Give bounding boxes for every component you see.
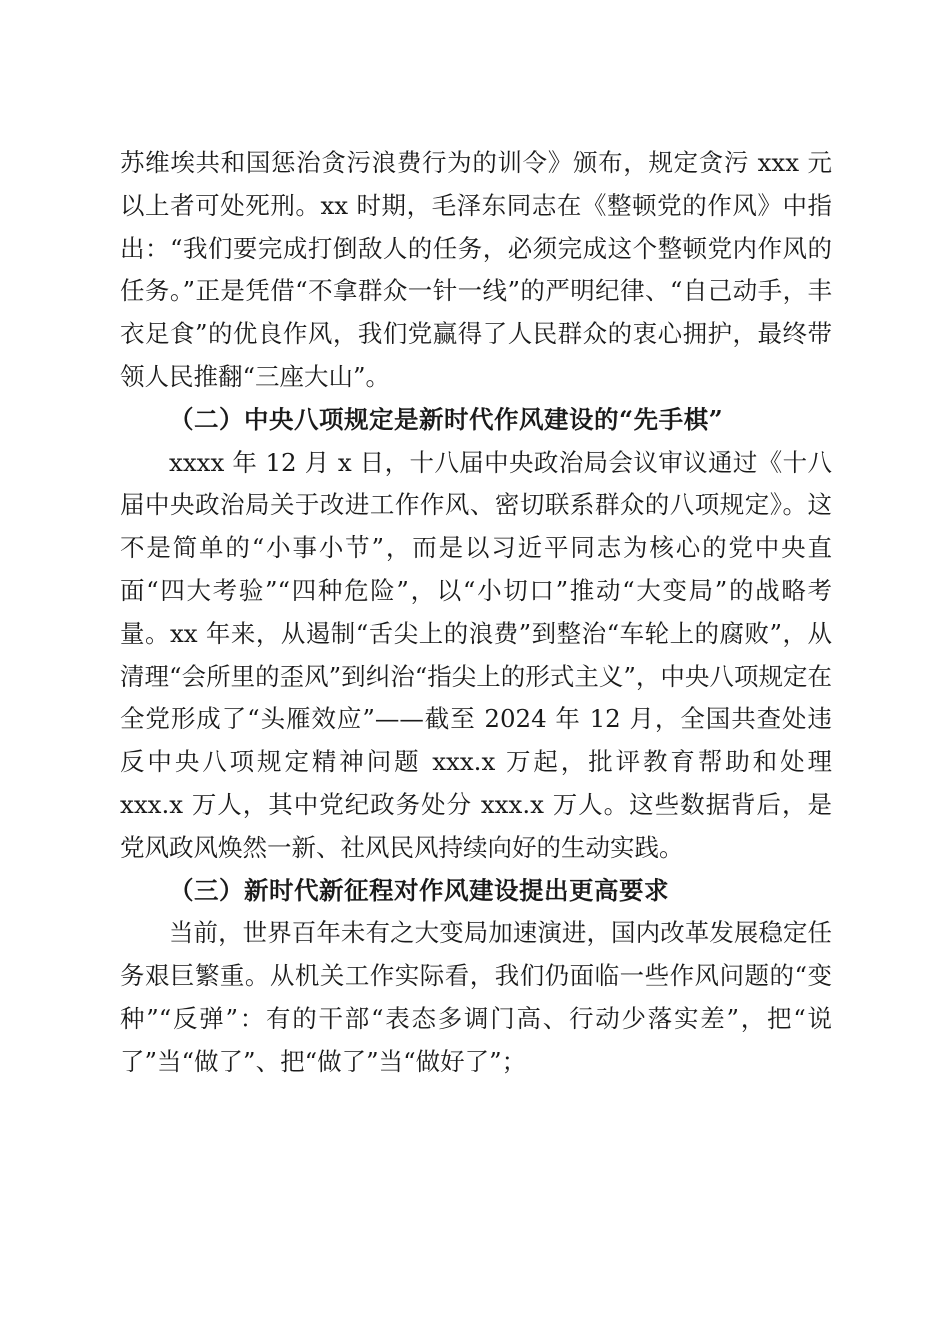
section-heading-3: （三）新时代新征程对作风建设提出更高要求 <box>169 875 669 905</box>
section-heading-2: （二）中央八项规定是新时代作风建设的“先手棋” <box>169 404 724 434</box>
paragraph-new-era: 当前，世界百年未有之大变局加速演进，国内改革发展稳定任务艰巨繁重。从机关工作实际看，我们仍面临一些作风问题的“变种”“反弹”：有的干部“表态多调门高、行动少落实差”，把“说了”当“做了”、把“做了”当“做好了”； <box>120 918 832 1076</box>
document-body <box>120 142 832 1084</box>
paragraph-continuation: 苏维埃共和国惩治贪污浪费行为的训令》颁布，规定贪污 xxx 元以上者可处死刑。xx 时期，毛泽东同志在《整顿党的作风》中指出：“我们要完成打倒敌人的任务，必须完成这个整顿党内作风的任务。”正是凭借“不拿群众一针一线”的严明纪律、“自己动手，丰衣足食”的优良作风，我们党赢得了人民群众的衷心拥护，最终带领人民推翻“三座大山”。 <box>120 148 832 391</box>
paragraph-eight-rules: xxxx 年 12 月 x 日，十八届中央政治局会议审议通过《十八届中央政治局关于改进工作作风、密切联系群众的八项规定》。这不是简单的“小事小节”，而是以习近平同志为核心的党中央直面“四大考验”“四种危险”，以“小切口”推动“大变局”的战略考量。xx 年来，从遏制“舌尖上的浪费”到整治“车轮上的腐败”，从清理“会所里的歪风”到纠治“指尖上的形式主义”，中央八项规定在全党形成了“头雁效应”——截至 2024 年 12 月，全国共查处违反中央八项规定精神问题 xxx.x 万起，批评教育帮助和处理 xxx.x 万人，其中党纪政务处分 xxx.x 万人。这些数据背后，是党风政风焕然一新、社风民风持续向好的生动实践。 <box>120 447 832 862</box>
